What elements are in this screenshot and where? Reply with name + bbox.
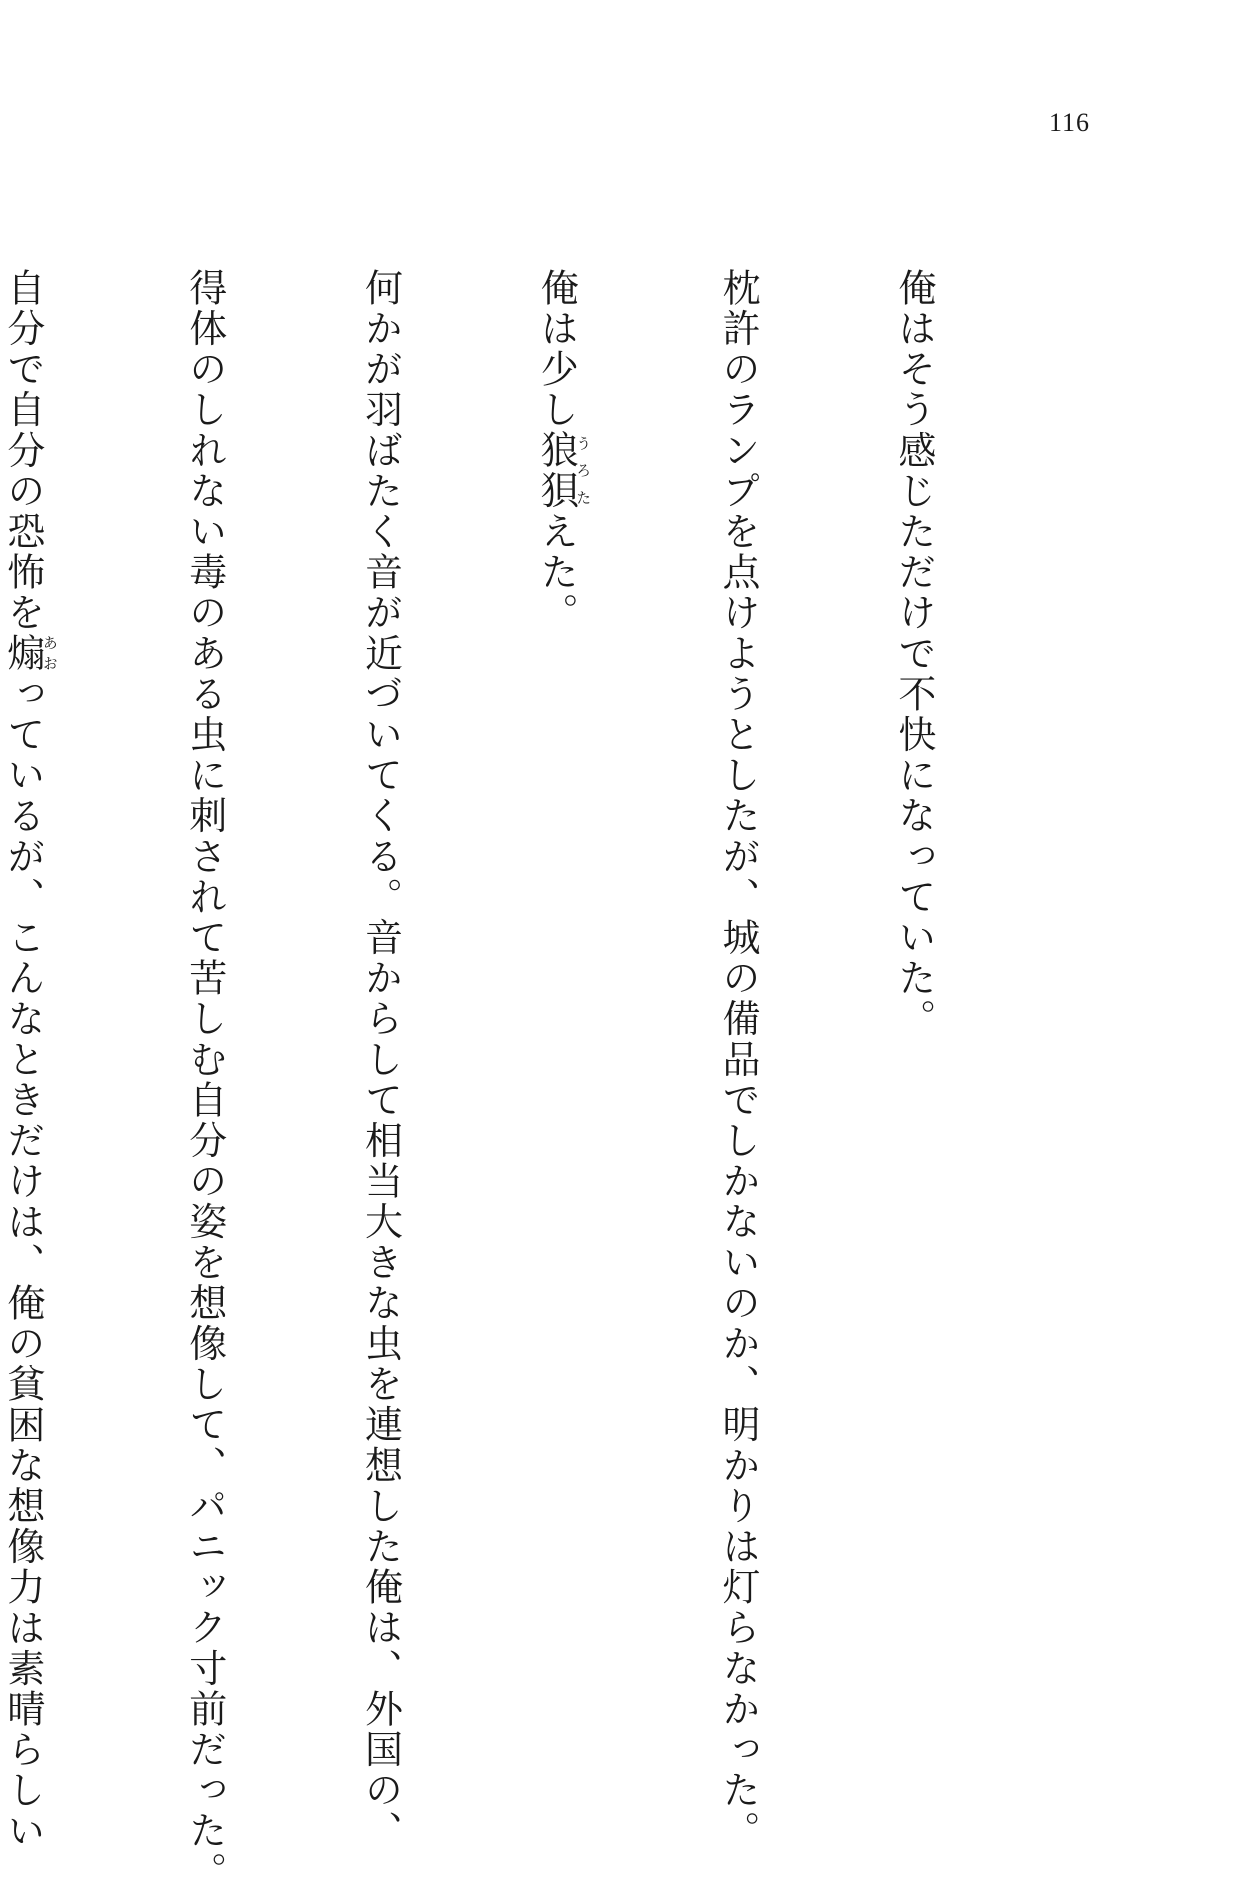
text-line-2: 枕許のランプを点けようとしたが、城の備品でしかないのか、明かりは灯らなかった。 (716, 268, 761, 1852)
text-line-1: 俺はそう感じただけで不快になっていた。 (891, 268, 936, 1040)
ruby-reading: あお (40, 633, 59, 674)
text-segment: 俺は少し (534, 268, 579, 431)
ruby-base: 煽 (0, 633, 45, 675)
text-segment: 自分で自分の恐怖を (0, 268, 45, 634)
text-segment: えた。 (534, 511, 579, 634)
text-line-5: 得体のしれない毒のある虫に刺されて苦しむ自分の姿を想像して、パニック寸前だった。 (182, 268, 227, 1892)
text-line-3 (527, 268, 592, 1508)
ruby-reading: うろた (574, 430, 593, 512)
ruby-base: 狼狽 (534, 430, 579, 512)
text-line-4: 何かが羽ばたく音が近づいてくる。音からして相当大きな虫を連想した俺は、外国の、 (358, 268, 403, 1852)
ruby-word (534, 430, 593, 512)
text-line-6 (0, 268, 59, 1852)
novel-text-body (0, 268, 1060, 1892)
ruby-word (0, 633, 59, 675)
text-segment: っているが、こんなときだけは、俺の貧困な想像力は素晴らしい (0, 674, 45, 1852)
page-number: 116 (1048, 108, 1090, 137)
